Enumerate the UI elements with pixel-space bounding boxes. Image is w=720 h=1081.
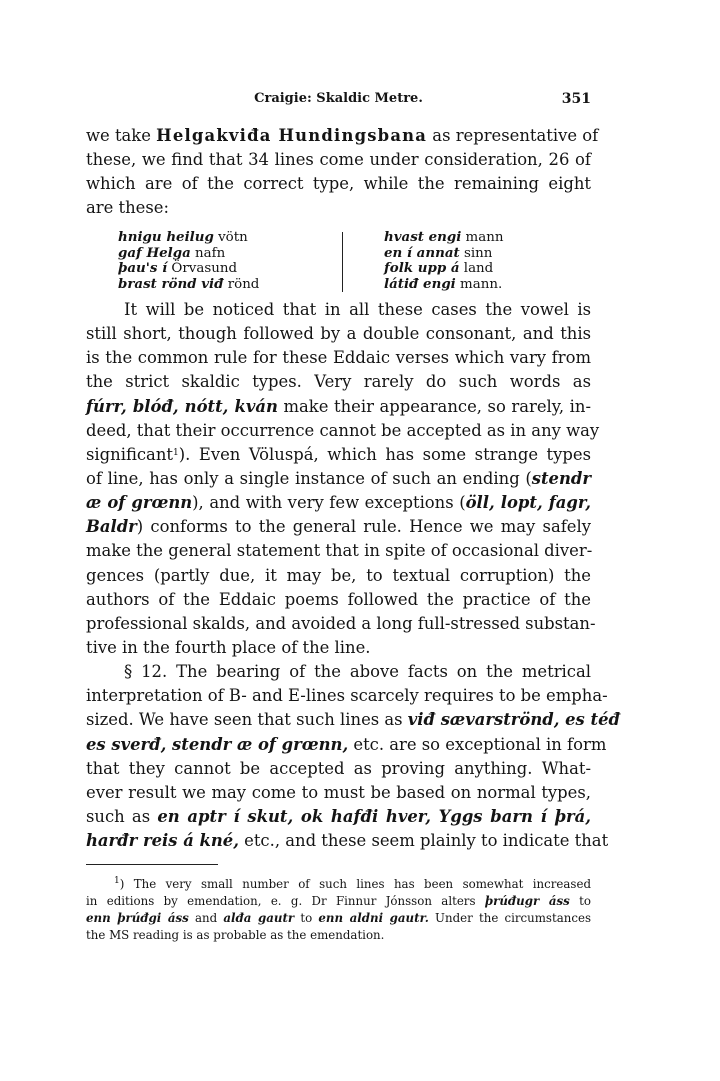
text-line: we take Helgakviđa Hundingsbana as representative of (86, 126, 599, 145)
text-line: significant$^1$). Even Völuspá, which has some strange types (86, 444, 591, 464)
text-line: gences (partly due, it may be, to textual corruption) the (86, 565, 591, 585)
text-line: deed, that their occurrence cannot be accepted as in any way (86, 420, 600, 440)
text-line: are these: (86, 198, 169, 218)
text-line: æ of grœnn), and with very few exceptions (öll, lopt, fagr, (86, 493, 591, 513)
text-line: which are of the correct type, while the remaining eight (86, 174, 591, 194)
text-line: these, we find that 34 lines come under consideration, 26 of (86, 150, 591, 170)
footnote-ref: 1 (172, 447, 179, 458)
footnotes (86, 876, 591, 944)
verse-line: þau's í Örvasund (118, 260, 238, 276)
verse-line: brast rönd viđ rönd (118, 275, 260, 292)
text-line: § 12. The bearing of the above facts on the metrical (124, 662, 591, 682)
text-line: harđr reis á kné, etc., and these seem plainly to indicate that (86, 831, 609, 851)
footnote-rule (86, 864, 218, 865)
footnote-line: enn þrúđgi áss and alđa gautr to enn aldni gautr. Under the circumstances (86, 911, 591, 925)
text-line: ever result we may come to must be based on normal types, (86, 782, 591, 802)
text-line: It will be noticed that in all these cases the vowel is (124, 300, 591, 319)
verse-column-right (384, 230, 584, 292)
verse-line: hnigu heilug vötn (118, 229, 248, 245)
text-line: fúrr, blóđ, nótt, kván make their appearance, so rarely, in- (86, 396, 591, 416)
text-line: interpretation of B- and E-lines scarcely requires to be empha- (86, 686, 608, 706)
running-head (86, 91, 591, 111)
text-line: es sverđ, stendr æ of grœnn, etc. are so exceptional in form (86, 734, 607, 754)
text-line: is the common rule for these Eddaic verses which vary from (86, 348, 591, 368)
footnote-line: in editions by emendation, e. g. Dr Finnur Jónsson alters þrúđugr áss to (86, 894, 592, 908)
text-line: of line, has only a single instance of such an ending (stendr (86, 468, 591, 488)
text-line: that they cannot be accepted as proving anything. What- (86, 758, 591, 778)
text-line: professional skalds, and avoided a long full-stressed substan- (86, 613, 596, 633)
verse-line: en í annat sinn (384, 244, 493, 261)
text-line: authors of the Eddaic poems followed the practice of the (86, 589, 591, 609)
text-line: make the general statement that in spite of occasional diver- (86, 541, 593, 561)
verse-line: hvast engi mann (384, 229, 504, 245)
footnote-line: $^1$) The very small number of such lines has been somewhat increased (114, 876, 591, 891)
verse-line: folk upp á land (384, 260, 494, 276)
body-text-top (86, 124, 599, 221)
verse-line: gaf Helga nafn (118, 244, 226, 261)
text-line: sized. We have seen that such lines as viđ sævarströnd, es téđ (86, 710, 620, 730)
page-number: 351 (561, 91, 591, 107)
poem-title: Helgakviđa Hundingsbana (156, 126, 428, 145)
text-line: Baldr) conforms to the general rule. Hence we may safely (86, 517, 591, 537)
body-text-main (86, 298, 620, 853)
text-line: the strict skaldic types. Very rarely do such words as (86, 372, 591, 392)
running-title: Craigie: Skaldic Metre. (254, 91, 423, 106)
verse-divider (342, 232, 343, 292)
text-line: such as en aptr í skut, ok hafđi hver, Yggs barn í þrá, (86, 806, 591, 826)
verse-quotation (118, 230, 591, 292)
text-line: tive in the fourth place of the line. (86, 637, 371, 657)
verse-column-left (118, 230, 318, 292)
verse-line: látiđ engi mann. (384, 275, 503, 292)
footnote-line: the MS reading is as probable as the emendation. (86, 928, 385, 942)
text-line: still short, though followed by a double consonant, and this (86, 324, 591, 344)
